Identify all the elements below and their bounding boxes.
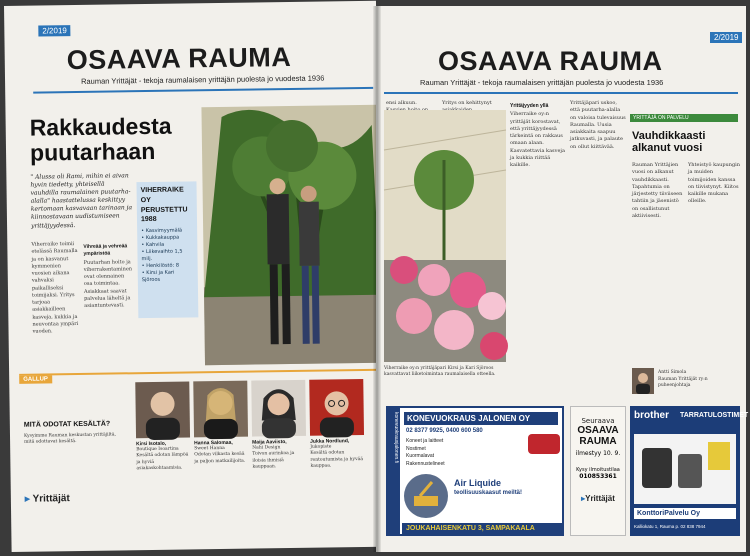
portrait-image <box>193 381 248 438</box>
masthead-rule <box>33 87 373 94</box>
factbox-item: • Henkilöstö: 8 <box>142 263 194 271</box>
label-printer-image <box>634 434 736 504</box>
next-issue-date: ilmestyy 10. 9. <box>575 450 621 457</box>
person-answer: Odotan vilkasta kesää ja paljon matkailijoita. <box>194 451 246 464</box>
masthead: OSAAVA RAUMA <box>438 46 663 76</box>
gallup-person <box>251 380 306 471</box>
ad-address: JOUKAHAISENKATU 3, SAMPAKAALA <box>402 523 562 534</box>
gallup-intro: Kysyimme Rauman keskustan yrittäjiltä, mitä odottavat kesältä. <box>23 432 117 445</box>
person-silhouette-icon <box>193 381 248 438</box>
person-answer: Toivon aurinkoa ja iloisia ihmisiä kauppaan. <box>252 451 295 470</box>
continuation-col1: ensi alkuun. <box>386 100 417 106</box>
right-headline-line2: alkanut vuosi <box>632 142 703 155</box>
greenhouse-photo-illustration <box>201 105 381 365</box>
factbox-title: VIHERRAIKE OY PERUSTETTU 1988 <box>140 186 188 224</box>
article-body-col3: Yrittäjyyden yllä Viherraike oy:n yrittäjät korostavat, että yrittäjyydessä tärkeintä on rakkaus omaan alaan. Kasvatettavia kasveja ja kukkia riittää kaikille. <box>510 103 565 168</box>
label-printer-icon <box>634 434 736 504</box>
feature-body-col2: Vihreää ja vehreää ympäristöä Puutarhan hoito ja viherrakentaminen ovat olennainen osa toimintaa. Asiakkaat saavat palvelua läheltä ja asiantuntevasti. <box>83 243 133 309</box>
masthead: OSAAVA RAUMA <box>66 41 292 76</box>
person-name: Kirsi Isotalo, <box>136 440 167 448</box>
gallup-label: GALLUP <box>19 375 52 383</box>
author-silhouette-icon <box>632 368 654 394</box>
person-answer: Kesältä odotan lämpöä ja hyviä asiakaskohtaamisia. <box>136 452 189 472</box>
next-issue-title-1: OSAAVA <box>577 425 619 436</box>
yrittajat-logo <box>25 493 70 505</box>
flowers-photo-illustration <box>384 110 506 362</box>
person-silhouette-icon <box>309 379 364 436</box>
feature-headline-line1: Rakkaudesta <box>29 112 172 141</box>
factbox-item: • Liikevaihto 1,5 milj. <box>141 249 193 264</box>
right-article-headline <box>632 130 705 154</box>
gallup-person <box>135 381 190 472</box>
person-name: Hanna Salomaa, <box>194 439 233 447</box>
feature-lede: " Alussa oli Rami, mihin ei aivan hyvin tiedetty, yhteisellä vauhdilla raumalainen puutarha-alalla" haastattelussa keskittyy kertomaan kasvavaan tarinaan ja kiinnostavaan uudistumiseen yrittäjyydessä. <box>30 172 133 230</box>
tagline: Rauman Yrittäjät - tekoja raumalaisen yrittäjän puolesta jo vuodesta 1936 <box>420 78 664 87</box>
right-article-label: YRITTÄJÄ ON PALVELU <box>630 114 738 122</box>
right-page <box>376 6 749 552</box>
author-role: Rauman Yrittäjät ry:n puheenjohtaja <box>658 377 708 389</box>
feature-headline-line2: puutarhaan <box>29 138 156 166</box>
factbox-item: • Kirsi ja Kari Sjöroos <box>142 270 194 285</box>
brother-ad <box>630 406 749 536</box>
issue-badge: 2/2019 <box>710 32 742 43</box>
factbox-list <box>141 228 194 285</box>
newspaper-spread <box>4 6 749 552</box>
air-liquide-sub: teollisuuskaasut meiltä! <box>454 490 523 496</box>
shop-address: Kalliokatu 1, Rauma p. 02 838 7944 <box>634 524 706 529</box>
greenhouse-photo <box>384 110 506 362</box>
person-answer: Kesältä odotan rentoutumista ja hyvää kauppaa. <box>310 450 364 469</box>
next-issue-label: Seuraava <box>581 417 615 425</box>
photo-caption: Viherraike oy:n yrittäjäpari Kirsi ja Kari Sjöroos kasvattavat liiketoimintaa raumalaisella otteella. <box>384 366 496 378</box>
right-article-col2: Yhteistyö kaupungin ja muiden toimijoiden kanssa on tiivistynyt. Kiitos kaikille mukana olleille. <box>688 162 740 205</box>
next-issue-ad <box>570 406 626 536</box>
author-name: Antti Simola <box>658 370 687 375</box>
yrittajat-logo <box>571 494 625 503</box>
right-article-col1: Rauman Yrittäjien vuosi on alkanut vauhdikkaasti. Tapahtumia on järjestetty tiiviiseen tahtiin ja jäsenistö on osallistunut aktiivisesti. <box>632 162 683 219</box>
factbox-item: • Kukkakauppa <box>141 235 193 243</box>
gallup-question: MITÄ ODOTAT KESÄLTÄ? <box>23 420 111 429</box>
tagline: Rauman Yrittäjät - tekoja raumalaisen yrittäjän puolesta jo vuodesta 1936 <box>80 73 325 86</box>
shop-logo: KonttoriPalvelu Oy <box>634 508 736 519</box>
masthead-rule <box>384 92 738 94</box>
konevuokraus-ad <box>386 406 564 536</box>
next-issue-contact: Kysy ilmoitustilaa <box>576 467 620 473</box>
issue-badge: 2/2019 <box>38 25 71 36</box>
gallup-person <box>193 381 248 466</box>
right-headline-line1: Vauhdikkaasti <box>632 130 706 142</box>
yrittajat-logo-text: Yrittäjät <box>32 493 70 505</box>
article-body-col4: Yrittäjäpari uskoo, että puutarha-alalla on valoisa tulevaisuus Raumalla. Uusia asiakkaita saapuu jatkuvasti, ja palaute on ollut kiittävää. <box>570 100 626 150</box>
portrait-image <box>251 380 306 437</box>
ad-badge <box>528 434 560 454</box>
person-silhouette-icon <box>251 380 306 437</box>
next-issue-phone: 010853361 <box>579 473 617 480</box>
air-liquide-logo: Air Liquide <box>454 478 501 488</box>
person-role: Jukopiste <box>310 444 332 450</box>
ad-bullet: Rakennustelineet <box>406 460 445 467</box>
logo-mark-icon: ▸ <box>581 494 586 503</box>
factbox-item: • Kasvimyymälä <box>141 228 193 236</box>
portrait-image <box>309 379 364 436</box>
ad-machine-image <box>404 474 448 518</box>
factbox <box>136 181 198 318</box>
lift-machine-icon <box>404 474 448 518</box>
yrittajat-logo-text: Yrittäjät <box>585 494 615 503</box>
feature-subhead: Vihreää ja vehreää ympäristöä <box>83 243 128 258</box>
person-silhouette-icon <box>135 381 190 438</box>
factbox-item: • Kahvila <box>141 242 193 250</box>
ad-bullets <box>406 438 445 468</box>
continuation-col2: Yritys on kehittynyt <box>442 100 492 106</box>
person-name: Maija Aaviisto, <box>252 439 287 446</box>
left-page <box>4 1 384 552</box>
ad-phone: 02 8377 9925, 0400 600 580 <box>406 428 483 434</box>
gallup-person <box>309 379 364 470</box>
feature-body-col1: Viherraike toimii etelässä Raumalla ja on kasvanut kymmenien vuosien aikana vahvaksi paikalliseksi toimijaksi. Yritys tarjoaa asiakkailleen kasveja, kukkia ja neuvontaa ympäri vuoden. <box>31 241 79 335</box>
portrait-image <box>135 381 190 438</box>
ad-bullet: Nostimet <box>406 445 426 452</box>
ad-bullet: Kuormalavat <box>406 453 435 459</box>
ad-bullet: Koneet ja laitteet <box>406 438 444 444</box>
ad-side-text: konevuokrausjalonen.fi <box>393 412 399 464</box>
feature-headline <box>30 114 173 167</box>
feature-photo <box>201 105 381 365</box>
person-role: Nahi Design <box>252 445 281 451</box>
brother-title: TARRATULOSTIMET <box>680 412 749 419</box>
author-portrait <box>632 368 654 394</box>
page-gutter <box>373 6 381 552</box>
brother-logo: brother <box>634 410 669 421</box>
person-name: Jukka Nordlund, <box>310 438 350 445</box>
person-role: Sweet Hanna <box>194 445 225 452</box>
gallup-rule <box>19 369 381 376</box>
logo-mark-icon: ▸ <box>24 493 30 505</box>
feature-subhead: Yrittäjyyden yllä <box>510 103 549 109</box>
person-role: Boutique Isoartina <box>136 446 179 453</box>
next-issue-title-2: RAUMA <box>579 436 617 447</box>
ad-title: KONEVUOKRAUS JALONEN OY <box>404 412 558 425</box>
